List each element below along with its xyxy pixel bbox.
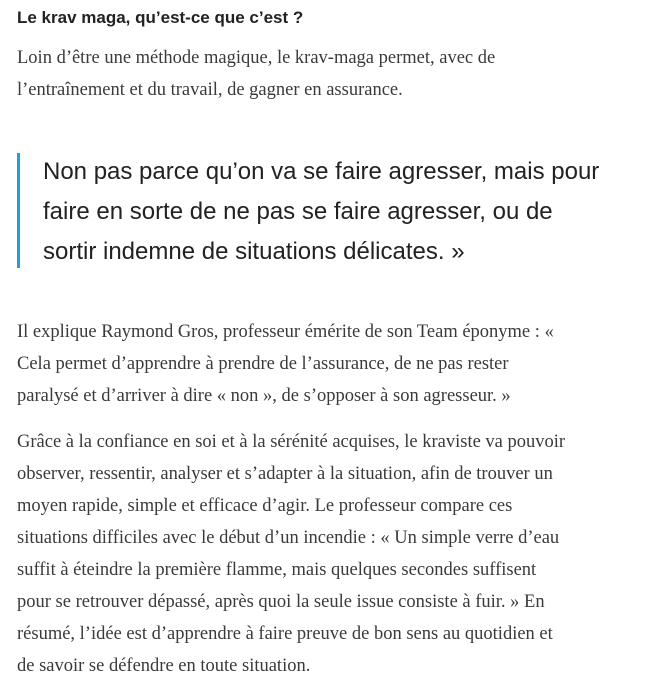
conclusion-line: de savoir se défendre en toute situation. — [17, 656, 311, 676]
explanation-paragraph — [17, 316, 647, 412]
intro-line: l’entraînement et du travail, de gagner en assurance. — [17, 80, 403, 100]
section-heading: Le krav maga, qu’est-ce que c’est ? — [17, 8, 304, 27]
blockquote-accent-bar — [17, 153, 20, 268]
quote-line: Non pas parce qu’on va se faire agresser, mais pour — [43, 158, 600, 185]
conclusion-line: suffit à éteindre la première flamme, mais quelques secondes suffisent — [17, 560, 537, 580]
blockquote — [43, 152, 653, 272]
explanation-line: Cela permet d’apprendre à prendre de l’assurance, de ne pas rester — [17, 354, 509, 374]
intro-paragraph — [17, 42, 647, 106]
conclusion-line: observer, ressentir, analyser et s’adapter à la situation, afin de trouver un — [17, 464, 553, 484]
conclusion-line: moyen rapide, simple et efficace d’agir. Le professeur compare ces — [17, 496, 513, 516]
conclusion-line: Grâce à la confiance en soi et à la sérénité acquises, le kraviste va pouvoir — [17, 432, 566, 452]
quote-line: faire en sorte de ne pas se faire agresser, ou de — [43, 198, 553, 225]
conclusion-line: résumé, l’idée est d’apprendre à faire preuve de bon sens au quotidien et — [17, 624, 553, 644]
intro-line: Loin d’être une méthode magique, le krav-maga permet, avec de — [17, 48, 496, 68]
conclusion-line: situations difficiles avec le début d’un incendie : « Un simple verre d’eau — [17, 528, 560, 548]
explanation-line: Il explique Raymond Gros, professeur émérite de son Team éponyme : « — [17, 322, 554, 342]
conclusion-line: pour se retrouver dépassé, après quoi la seule issue consiste à fuir. » En — [17, 592, 545, 612]
explanation-line: paralysé et d’arriver à dire « non », de s’opposer à son agresseur. » — [17, 386, 511, 406]
quote-line: sortir indemne de situations délicates. » — [43, 238, 465, 265]
conclusion-paragraph — [17, 426, 647, 682]
